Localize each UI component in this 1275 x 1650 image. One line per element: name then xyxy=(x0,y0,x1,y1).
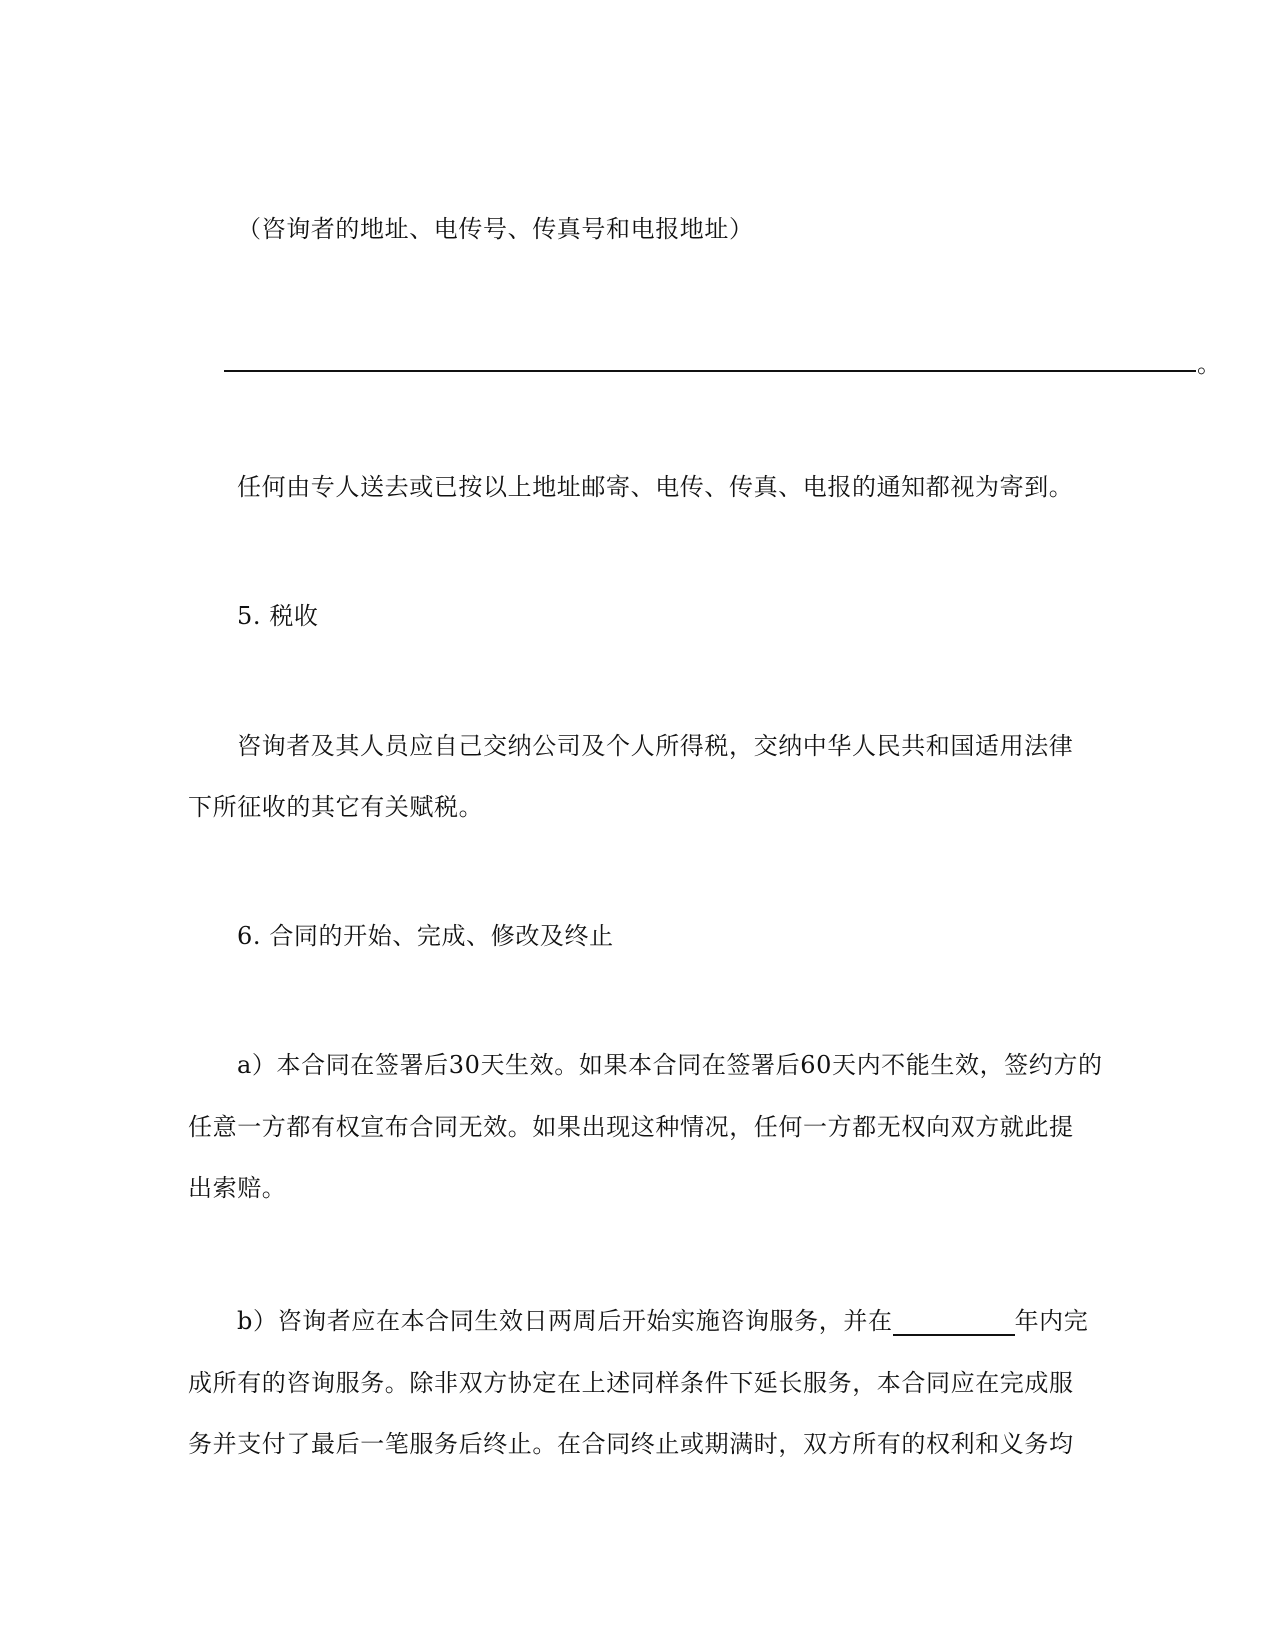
section-6-title: 6. 合同的开始、完成、修改及终止 xyxy=(237,922,614,950)
clause-b-line-2: 成所有的咨询服务。除非双方协定在上述同样条件下延长服务，本合同应在完成服 xyxy=(188,1369,1074,1397)
section-5-line-2: 下所征收的其它有关赋税。 xyxy=(188,793,484,821)
clause-a-line-3: 出索赔。 xyxy=(188,1174,287,1202)
address-blank-line xyxy=(224,370,1196,372)
clause-a-line-1: a）本合同在签署后30天生效。如果本合同在签署后60天内不能生效，签约方的 xyxy=(237,1051,1103,1079)
address-line-end: 。 xyxy=(1197,350,1221,378)
clause-a-line-2: 任意一方都有权宣布合同无效。如果出现这种情况，任何一方都无权向双方就此提 xyxy=(188,1113,1074,1141)
address-label: （咨询者的地址、电传号、传真号和电报地址） xyxy=(237,215,754,243)
clause-b-line-3: 务并支付了最后一笔服务后终止。在合同终止或期满时，双方所有的权利和义务均 xyxy=(188,1430,1074,1458)
clause-b-line-1 xyxy=(237,1306,1088,1336)
notice-sentence: 任何由专人送去或已按以上地址邮寄、电传、传真、电报的通知都视为寄到。 xyxy=(237,473,1074,501)
section-5-line-1: 咨询者及其人员应自己交纳公司及个人所得税，交纳中华人民共和国适用法律 xyxy=(237,732,1074,760)
section-5-title: 5. 税收 xyxy=(237,602,319,630)
clause-b-line-1-before: b）咨询者应在本合同生效日两周后开始实施咨询服务，并在 xyxy=(237,1307,893,1335)
clause-b-line-1-after: 年内完 xyxy=(1014,1307,1089,1335)
years-blank xyxy=(893,1308,1015,1336)
